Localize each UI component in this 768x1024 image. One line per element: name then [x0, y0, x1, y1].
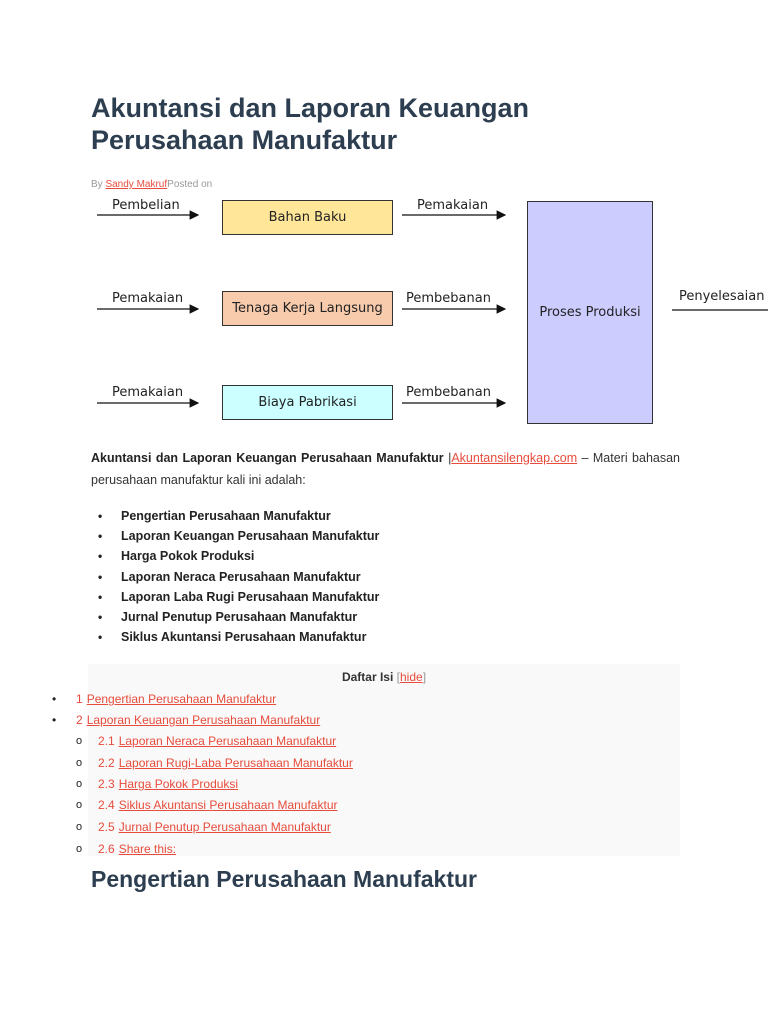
bullet-icon: •: [98, 549, 103, 564]
toc-hide-link[interactable]: hide: [400, 670, 423, 684]
toc-subitem-2-1[interactable]: 2.1 Laporan Neraca Perusahaan Manufaktur: [98, 734, 337, 748]
box-bahan-baku: Bahan Baku: [222, 200, 393, 235]
circle-bullet-icon: o: [76, 821, 83, 833]
box-biaya-pabrikasi: Biaya Pabrikasi: [222, 385, 393, 420]
toc-subitem-2-6[interactable]: 2.6 Share this:: [98, 842, 177, 856]
bullet-icon: •: [98, 630, 103, 645]
label-pemakaian-out: Pemakaian: [417, 198, 489, 213]
circle-bullet-icon: o: [76, 778, 83, 790]
intro-paragraph: [91, 447, 680, 491]
posted-on: Posted on: [167, 179, 213, 190]
list-item: • Pengertian Perusahaan Manufaktur: [91, 506, 379, 526]
list-item: • Siklus Akuntansi Perusahaan Manufaktur: [91, 627, 379, 647]
circle-bullet-icon: o: [76, 799, 83, 811]
toc-subitem-2-2[interactable]: 2.2 Laporan Rugi-Laba Perusahaan Manufaktur: [98, 756, 353, 770]
label-pembelian: Pembelian: [112, 198, 180, 213]
intro-separator: |: [443, 451, 452, 465]
bullet-icon: •: [52, 713, 57, 727]
topic-list: [91, 506, 379, 647]
bullet-icon: •: [98, 569, 103, 584]
label-pembebanan-2: Pembebanan: [406, 291, 491, 306]
intro-bold: Akuntansi dan Laporan Keuangan Perusahaan Manufaktur: [91, 451, 444, 465]
toc-subitem-2-4[interactable]: 2.4 Siklus Akuntansi Perusahaan Manufaktur: [98, 798, 338, 812]
intro-rest: – Materi bahasan perusahaan manufaktur kali ini adalah:: [91, 451, 680, 487]
box-tenaga-kerja: Tenaga Kerja Langsung: [222, 291, 393, 326]
box-proses-produksi: Proses Produksi: [527, 201, 653, 424]
list-item: • Harga Pokok Produksi: [91, 546, 379, 566]
bullet-icon: •: [98, 529, 103, 544]
page-title: Akuntansi dan Laporan Keuangan Perusahaan Manufaktur: [91, 93, 530, 155]
toc-item-2[interactable]: 2 Laporan Keuangan Perusahaan Manufaktur: [76, 713, 321, 727]
label-penyelesaian: Penyelesaian: [679, 289, 765, 304]
circle-bullet-icon: o: [76, 843, 83, 855]
bullet-icon: •: [98, 509, 103, 523]
list-item: • Laporan Neraca Perusahaan Manufaktur: [91, 567, 379, 587]
toc-title: Daftar Isi [hide]: [341, 670, 427, 684]
label-pembebanan-3: Pembebanan: [406, 385, 491, 400]
production-flow-diagram: [0, 192, 768, 430]
list-item: • Laporan Keuangan Perusahaan Manufaktur: [91, 526, 379, 546]
byline: [91, 179, 212, 190]
circle-bullet-icon: o: [76, 757, 83, 769]
label-pemakaian-in-2: Pemakaian: [112, 291, 184, 306]
list-item: • Laporan Laba Rugi Perusahaan Manufaktur: [91, 587, 379, 607]
list-item: • Jurnal Penutup Perusahaan Manufaktur: [91, 607, 379, 627]
author-link[interactable]: Sandy Makruf: [105, 179, 168, 190]
bullet-icon: •: [98, 589, 103, 604]
label-pemakaian-in-3: Pemakaian: [112, 385, 184, 400]
source-link[interactable]: Akuntansilengkap.com: [451, 451, 578, 465]
byline-prefix: By: [91, 179, 106, 190]
circle-bullet-icon: o: [76, 735, 83, 747]
toc-item-1[interactable]: 1 Pengertian Perusahaan Manufaktur: [76, 692, 277, 706]
bullet-icon: •: [52, 692, 57, 706]
bullet-icon: •: [98, 609, 103, 624]
section-heading: Pengertian Perusahaan Manufaktur: [91, 866, 477, 892]
toc-subitem-2-3[interactable]: 2.3 Harga Pokok Produksi: [98, 777, 239, 791]
toc-subitem-2-5[interactable]: 2.5 Jurnal Penutup Perusahaan Manufaktur: [98, 820, 331, 834]
